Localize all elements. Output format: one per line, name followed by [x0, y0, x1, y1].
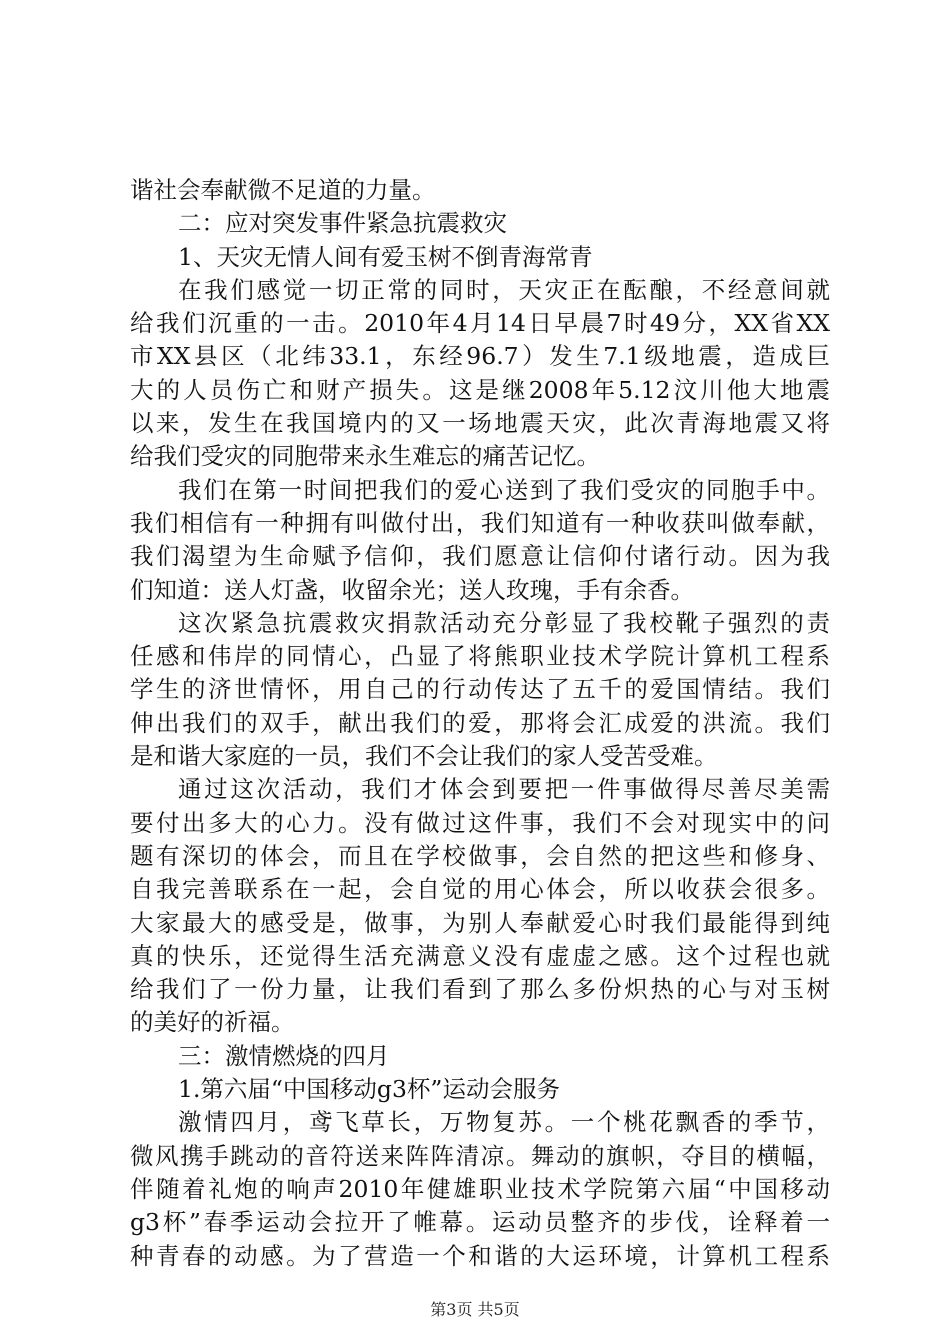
text-line: 我们渴望为生命赋予信仰，我们愿意让信仰付诸行动。因为我 — [130, 542, 830, 571]
text-line: 要付出多大的心力。没有做过这件事，我们不会对现实中的问 — [130, 808, 830, 837]
text-line: 题有深切的体会，而且在学校做事，会自然的把这些和修身、 — [130, 841, 830, 870]
text-line: 激情四月，鸢飞草长，万物复苏。一个桃花飘香的季节， — [178, 1108, 830, 1137]
text-line: 通过这次活动，我们才体会到要把一件事做得尽善尽美需 — [178, 775, 830, 804]
text-line: 种青春的动感。为了营造一个和谐的大运环境，计算机工程系 — [130, 1241, 830, 1270]
text-line: 以来，发生在我国境内的又一场地震天灾，此次青海地震又将 — [130, 409, 830, 438]
text-line: 给我们受灾的同胞带来永生难忘的痛苦记忆。 — [130, 442, 600, 471]
text-line: 我们相信有一种拥有叫做付出，我们知道有一种收获叫做奉献， — [130, 508, 830, 537]
text-line: 们知道：送人灯盏，收留余光；送人玫瑰，手有余香。 — [130, 575, 694, 604]
text-line: 二：应对突发事件紧急抗震救灾 — [178, 209, 507, 238]
text-line: 真的快乐，还觉得生活充满意义没有虚虚之感。这个过程也就 — [130, 941, 830, 970]
text-line: 1、天灾无情人间有爱玉树不倒青海常青 — [178, 242, 593, 271]
text-line: g3杯”春季运动会拉开了帷幕。运动员整齐的步伐，诠释着一 — [130, 1208, 830, 1237]
text-line: 谐社会奉献微不足道的力量。 — [130, 176, 436, 204]
text-line: 任感和伟岸的同情心，凸显了将熊职业技术学院计算机工程系 — [130, 642, 830, 671]
text-line: 这次紧急抗震救灾捐款活动充分彰显了我校靴子强烈的责 — [178, 608, 830, 637]
text-line: 是和谐大家庭的一员，我们不会让我们的家人受苦受难。 — [130, 742, 718, 771]
text-line: 我们在第一时间把我们的爱心送到了我们受灾的同胞手中。 — [178, 475, 830, 504]
document-body — [130, 174, 830, 1273]
text-line: 伴随着礼炮的响声2010年健雄职业技术学院第六届“中国移动 — [130, 1174, 830, 1203]
text-line: 自我完善联系在一起，会自觉的用心体会，所以收获会很多。 — [130, 875, 830, 904]
text-line: 大家最大的感受是，做事，为别人奉献爱心时我们最能得到纯 — [130, 908, 830, 937]
text-line: 给我们了一份力量，让我们看到了那么多份炽热的心与对玉树 — [130, 975, 830, 1004]
text-line: 大的人员伤亡和财产损失。这是继2008年5.12汶川他大地震 — [130, 375, 830, 404]
text-line: 1.第六届“中国移动g3杯”运动会服务 — [178, 1075, 560, 1104]
text-line: 微风携手跳动的音符送来阵阵清凉。舞动的旗帜，夺目的横幅， — [130, 1141, 830, 1170]
text-line: 市XX县区（北纬33.1，东经96.7）发生7.1级地震，造成巨 — [130, 342, 830, 371]
text-line: 的美好的祈福。 — [130, 1008, 295, 1037]
text-line: 在我们感觉一切正常的同时，天灾正在酝酿，不经意间就 — [178, 275, 830, 304]
text-line: 三：激情燃烧的四月 — [178, 1041, 390, 1070]
text-line: 学生的济世情怀，用自己的行动传达了五千的爱国情结。我们 — [130, 675, 830, 704]
text-line: 伸出我们的双手，献出我们的爱，那将会汇成爱的洪流。我们 — [130, 708, 830, 737]
page-footer: 第3页 共5页 — [430, 1300, 520, 1319]
text-line: 给我们沉重的一击。2010年4月14日早晨7时49分，XX省XX — [130, 309, 830, 338]
